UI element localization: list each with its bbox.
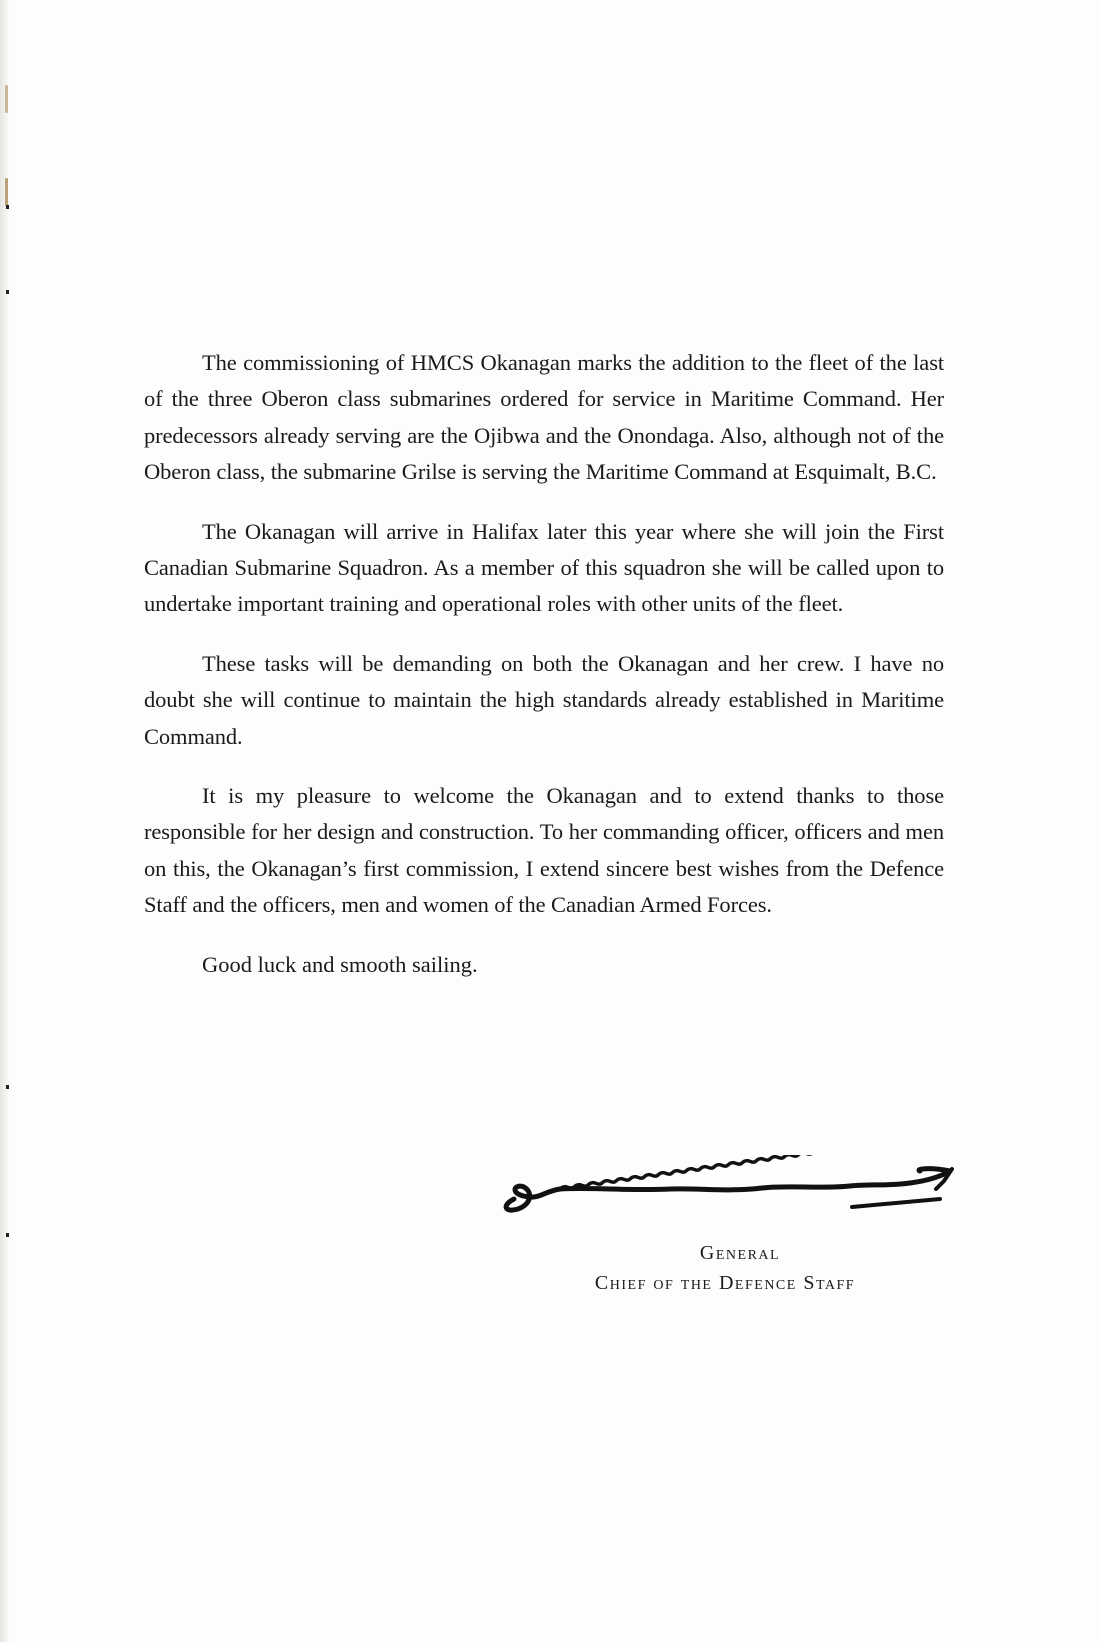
handwritten-signature <box>500 1155 960 1215</box>
binding-speck <box>6 1233 9 1237</box>
letter-paragraph: These tasks will be demanding on both the Okanagan and her crew. I have no doubt she will continue to maintain the high standards already established in Maritime Command. <box>144 650 944 749</box>
binding-speck <box>6 290 9 294</box>
signature-block <box>545 1238 945 1298</box>
signatory-title: Chief of the Defence Staff <box>594 1272 856 1294</box>
binding-speck <box>6 205 9 209</box>
binding-stain <box>5 85 8 113</box>
binding-stain <box>5 178 8 206</box>
letter-paragraph: The commissioning of HMCS Okanagan marks the addition to the fleet of the last of the three Oberon class submarines ordered for service in Maritime Command. Her predecessors already serving are the Ojibwa and the Onondaga. Also, although not of the Oberon class, the submarine Grilse is serving the Maritime Command at Esquimalt, B.C. <box>144 350 944 485</box>
letter-closing: Good luck and smooth sailing. <box>202 951 478 977</box>
binding-speck <box>6 1085 9 1089</box>
letter-paragraph: The Okanagan will arrive in Halifax later this year where she will join the First Canadian Submarine Squadron. As a member of this squadron she will be called upon to undertake important training and operational roles with other units of the fleet. <box>144 518 944 617</box>
letter-paragraph: It is my pleasure to welcome the Okanagan and to extend thanks to those responsible for her design and construction. To her commanding officer, officers and men on this, the Okanagan’s first commission, I extend sincere best wishes from the Defence Staff and the officers, men and women of the Canadian Armed Forces. <box>144 783 944 918</box>
binding-edge <box>0 0 9 1642</box>
letter-body <box>144 345 944 983</box>
signatory-rank: General <box>699 1242 781 1264</box>
